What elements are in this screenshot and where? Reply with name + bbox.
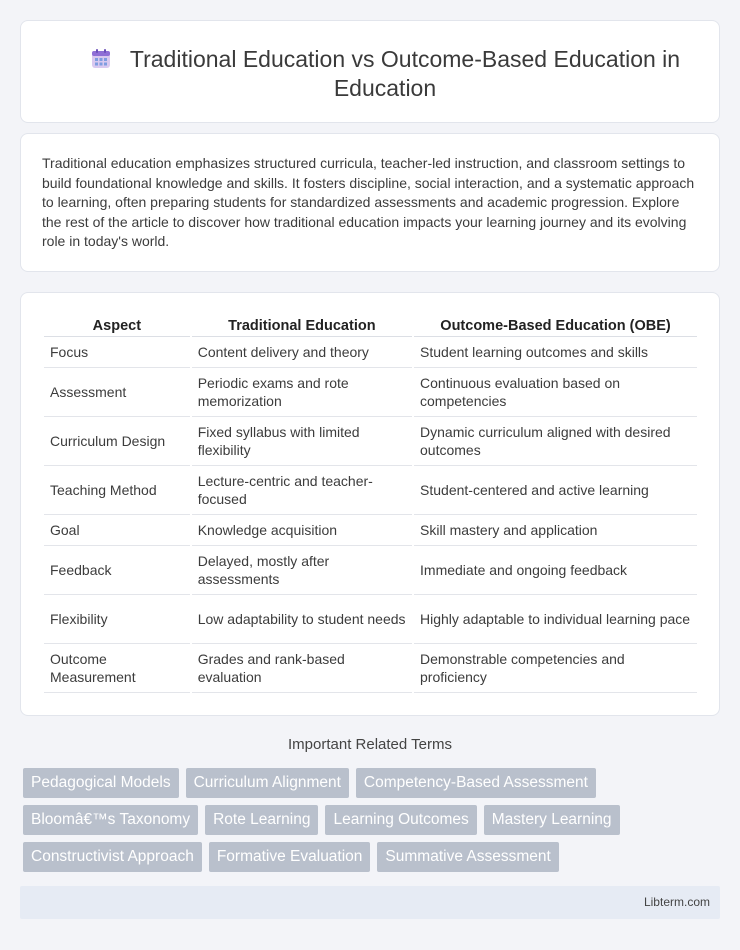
cell-obe: Student-centered and active learning [414, 466, 697, 515]
table-row [44, 466, 697, 515]
footer-site-link[interactable]: Libterm.com [643, 895, 710, 909]
related-terms-title: Important Related Terms [288, 736, 452, 753]
cell-traditional: Low adaptability to student needs [192, 595, 412, 644]
intro-card [20, 133, 720, 272]
cell-aspect: Focus [44, 337, 190, 368]
term-tag[interactable]: Learning Outcomes [325, 805, 476, 835]
table-row [44, 368, 697, 417]
term-tag[interactable]: Bloomâ€™s Taxonomy [23, 805, 198, 835]
table-row [44, 644, 697, 693]
term-tag[interactable]: Pedagogical Models [23, 768, 179, 798]
cell-obe: Skill mastery and application [414, 515, 697, 546]
page-title: Traditional Education vs Outcome-Based Education in Education [129, 46, 681, 101]
term-tag[interactable]: Mastery Learning [484, 805, 620, 835]
cell-aspect: Flexibility [44, 595, 190, 644]
term-tag[interactable]: Formative Evaluation [209, 842, 371, 872]
cell-obe: Student learning outcomes and skills [414, 337, 697, 368]
cell-aspect: Goal [44, 515, 190, 546]
header-card [20, 20, 720, 123]
table-row [44, 515, 697, 546]
cell-obe: Highly adaptable to individual learning pace [414, 595, 697, 644]
related-terms-list [23, 768, 723, 879]
table-row [44, 595, 697, 644]
comparison-table [42, 315, 699, 693]
comparison-card [20, 292, 720, 716]
header-traditional: Traditional Education [192, 315, 412, 337]
cell-aspect: Feedback [44, 546, 190, 595]
term-tag[interactable]: Competency-Based Assessment [356, 768, 596, 798]
table-row [44, 417, 697, 466]
term-tag[interactable]: Curriculum Alignment [186, 768, 349, 798]
table-row [44, 546, 697, 595]
cell-obe: Demonstrable competencies and proficiency [414, 644, 697, 693]
cell-traditional: Fixed syllabus with limited flexibility [192, 417, 412, 466]
cell-traditional: Delayed, mostly after assessments [192, 546, 412, 595]
cell-aspect: Curriculum Design [44, 417, 190, 466]
intro-paragraph: Traditional education emphasizes structured curricula, teacher-led instruction, and classroom settings to build foundational knowledge and skills. It fosters discipline, social interaction, and a systematic approach to learning, often preparing students for standardized assessments and academic progression. Explore the rest of the article to discover how traditional education impacts your learning journey and its evolving role in today's world. [42, 155, 695, 249]
term-tag[interactable]: Summative Assessment [377, 842, 558, 872]
footer-bar [20, 886, 720, 919]
calendar-icon [90, 48, 112, 70]
table-row [44, 337, 697, 368]
table-header-row [44, 315, 697, 337]
cell-traditional: Grades and rank-based evaluation [192, 644, 412, 693]
cell-aspect: Assessment [44, 368, 190, 417]
cell-aspect: Teaching Method [44, 466, 190, 515]
header-obe: Outcome-Based Education (OBE) [414, 315, 697, 337]
page-title-wrapper [71, 45, 699, 103]
cell-traditional: Lecture-centric and teacher-focused [192, 466, 412, 515]
cell-aspect: Outcome Measurement [44, 644, 190, 693]
header-aspect: Aspect [44, 315, 190, 337]
cell-obe: Dynamic curriculum aligned with desired outcomes [414, 417, 697, 466]
cell-obe: Immediate and ongoing feedback [414, 546, 697, 595]
term-tag[interactable]: Constructivist Approach [23, 842, 202, 872]
cell-traditional: Periodic exams and rote memorization [192, 368, 412, 417]
cell-obe: Continuous evaluation based on competencies [414, 368, 697, 417]
cell-traditional: Knowledge acquisition [192, 515, 412, 546]
term-tag[interactable]: Rote Learning [205, 805, 318, 835]
cell-traditional: Content delivery and theory [192, 337, 412, 368]
